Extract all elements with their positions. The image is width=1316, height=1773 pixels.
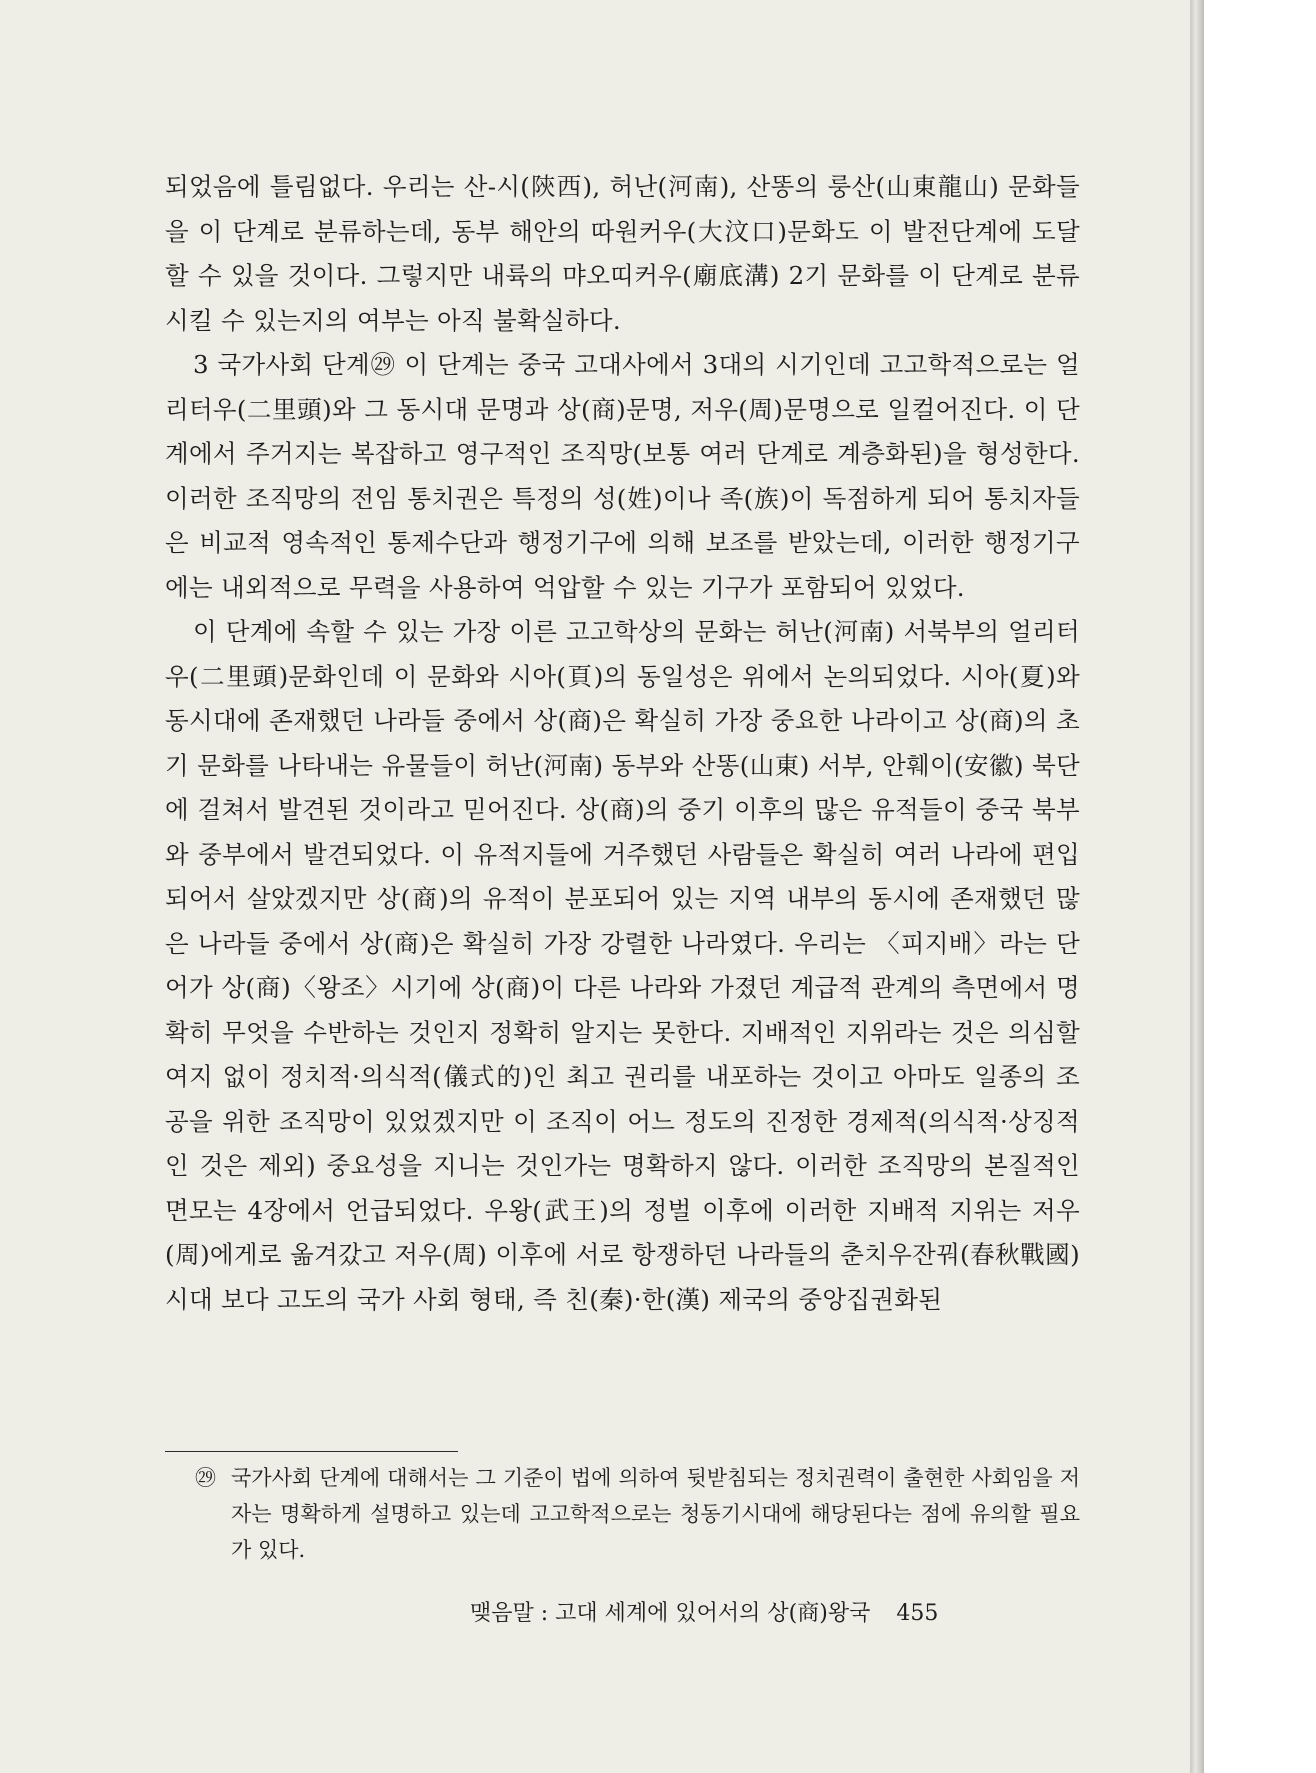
body-text xyxy=(165,165,1080,1322)
paragraph-3: 이 단계에 속할 수 있는 가장 이른 고고학상의 문화는 허난(河南) 서북부의 얼리터우(二里頭)문화인데 이 문화와 시아(頁)의 동일성은 위에서 논의되었다. 시아(夏)와 동시대에 존재했던 나라들 중에서 상(商)은 확실히 가장 중요한 나라이고 상(商)의 초기 문화를 나타내는 유물들이 허난(河南) 동부와 산똥(山東) 서부, 안훼이(安徽) 북단에 걸쳐서 발견된 것이라고 믿어진다. 상(商)의 중기 이후의 많은 유적들이 중국 북부와 중부에서 발견되었다. 이 유적지들에 거주했던 사람들은 확실히 여러 나라에 편입되어서 살았겠지만 상(商)의 유적이 분포되어 있는 지역 내부의 동시에 존재했던 많은 나라들 중에서 상(商)은 확실히 가장 강렬한 나라였다. 우리는 〈피지배〉라는 단어가 상(商)〈왕조〉시기에 상(商)이 다른 나라와 가졌던 계급적 관계의 측면에서 명확히 무엇을 수반하는 것인지 정확히 알지는 못한다. 지배적인 지위라는 것은 의심할 여지 없이 정치적·의식적(儀式的)인 최고 권리를 내포하는 것이고 아마도 일종의 조공을 위한 조직망이 있었겠지만 이 조직이 어느 정도의 진정한 경제적(의식적·상징적인 것은 제외) 중요성을 지니는 것인가는 명확하지 않다. 이러한 조직망의 본질적인 면모는 4장에서 언급되었다. 우왕(武王)의 정벌 이후에 이러한 지배적 지위는 저우(周)에게로 옮겨갔고 저우(周) 이후에 서로 항쟁하던 나라들의 춘치우잔꿔(春秋戰國)시대 보다 고도의 국가 사회 형태, 즉 친(秦)·한(漢) 제국의 중앙집권화된 xyxy=(165,617,1080,1314)
paragraph-2: 3 국가사회 단계㉙ 이 단계는 중국 고대사에서 3대의 시기인데 고고학적으로는 얼리터우(二里頭)와 그 동시대 문명과 상(商)문명, 저우(周)문명으로 일컬어진다. 이 단계에서 주거지는 복잡하고 영구적인 조직망(보통 여러 단계로 계층화된)을 형성한다. 이러한 조직망의 전임 통치권은 특정의 성(姓)이나 족(族)이 독점하게 되어 통치자들은 비교적 영속적인 통제수단과 행정기구에 의해 보조를 받았는데, 이러한 행정기구에는 내외적으로 무력을 사용하여 억압할 수 있는 기구가 포함되어 있었다. xyxy=(165,350,1080,602)
running-title: 맺음말 : 고대 세계에 있어서의 상(商)왕국 xyxy=(470,1601,871,1626)
running-footer xyxy=(470,1596,938,1627)
page-edge xyxy=(1190,0,1204,1773)
paragraph-1: 되었음에 틀림없다. 우리는 산-시(陝西), 허난(河南), 산똥의 룽산(山東龍山) 문화들을 이 단계로 분류하는데, 동부 해안의 따원커우(大汶口)문화도 이 발전단계에 도달할 수 있을 것이다. 그렇지만 내륙의 먀오띠커우(廟底溝) 2기 문화를 이 단계로 분류시킬 수 있는지의 여부는 아직 불확실하다. xyxy=(165,172,1080,335)
page-number: 455 xyxy=(896,1601,939,1626)
footnote-divider xyxy=(165,1451,458,1452)
footnote xyxy=(195,1460,1080,1568)
footnote-marker: ㉙ xyxy=(195,1466,216,1490)
footnote-text: 국가사회 단계에 대해서는 그 기준이 법에 의하여 뒷받침되는 정치권력이 출현한 사회임을 저자는 명확하게 설명하고 있는데 고고학적으로는 청동기시대에 해당된다는 점에 유의할 필요가 있다. xyxy=(231,1466,1080,1562)
